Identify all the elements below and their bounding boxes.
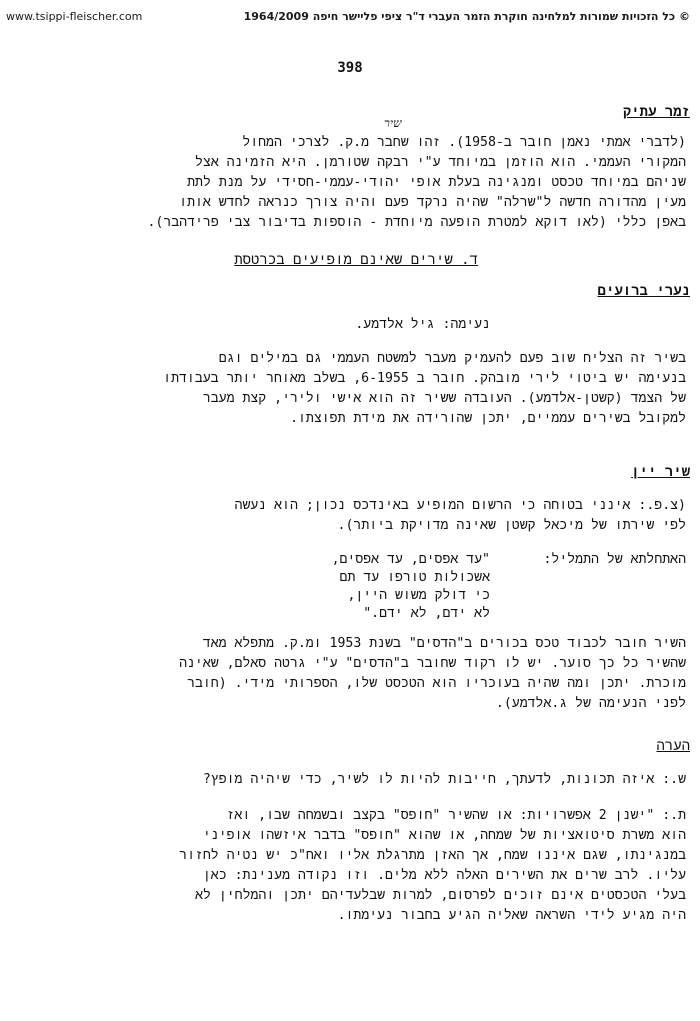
text-line: לפי שירתו של מיכאל קשטן שאינה מדויקת ביותר). xyxy=(337,518,686,533)
text-line: של הצמד (קשטן-אלדמע). העובדה ששיר זה הוא אישי ולירי, קצת מעבר xyxy=(202,391,686,406)
naarei-bruim-body xyxy=(163,349,686,429)
answer-body xyxy=(179,806,686,926)
text-line: (לדברי אמתי נאמן חובר ב-1958). זהו שחבר מ.ק. לצרכי המחול xyxy=(242,135,686,150)
poem-line: לא ידם, לא ידם." xyxy=(363,606,490,621)
text-line: לפני הנעימה של ג.אלדמע). xyxy=(495,696,686,711)
page-number: 398 xyxy=(337,60,363,76)
poem-line: "עד אפסים, עד אפסים, xyxy=(331,552,490,567)
handwritten-note: שיר xyxy=(384,116,402,130)
text-line: שניהם במיוחד טכסט ומנגינה בעלת אופי יהודי-עממי-חסידי על מנת לתת xyxy=(187,175,686,190)
heading-section-d: ד. שירים שאינם מופיעים בכרטסת xyxy=(234,252,478,268)
melody-credit: נעימה: גיל אלדמע. xyxy=(355,317,490,332)
text-line: בעלי הטכסטים אינם זוכים לפרסום, למרות שבלעדיהם יתכן והמלחין לא xyxy=(195,888,686,903)
text-line: (צ.פ.: אינני בטוחה כי הרשום המופיע באינדכס נכון; הוא נעשה xyxy=(234,498,686,513)
text-line: ת.: "ישנן 2 אפשרויות: או שהשיר "חופס" בקצב ובשמחה שבו, ואז xyxy=(226,808,686,823)
text-line: מוכרת. יתכן ומה שהיה בעוכריו הוא הטכסט שלו, הספרותי מידי. (חובר xyxy=(187,676,686,691)
poem-excerpt xyxy=(332,551,490,623)
heading-naarei-bruim: נערי ברועים xyxy=(597,283,690,299)
heading-zemer-atik: זמר עתיק xyxy=(622,104,690,120)
text-line: עליו. לרב שרים את השירים האלה ללא מלים. וזו נקודה מענינת: כאן xyxy=(202,868,686,883)
website-url[interactable]: www.tsippi-fleischer.com xyxy=(6,10,143,23)
poem-line: אשכולות טורפו עד תם xyxy=(339,570,490,585)
text-line: במנגינתו, שגם איננו שמח, אך האזן מתרגלת אליו ואח"כ יש נטיה לחזור xyxy=(179,848,686,863)
text-line: המקורי העממי. הוא הוזמן במיוחד ע"י רבקה שטורמן. היא הזמינה אצל xyxy=(195,155,686,170)
text-line: למקובל בשירים עממיים, יתכן שהורידה את מידת תפוצתו. xyxy=(290,411,686,426)
shir-yayin-note xyxy=(235,496,686,536)
text-line: השיר חובר לכבוד טכס בכורים ב"הדסים" בשנת 1953 ומ.ק. מתפלא מאד xyxy=(202,636,686,651)
text-line: באפן כללי (לאו דוקא למטרת הופעה מיוחדת - הוספות בדיבור צבי פרידהבר). xyxy=(147,215,686,230)
shir-yayin-body xyxy=(179,634,686,714)
heading-heara: הערה xyxy=(656,738,690,754)
text-line: מעין מהדורה חדשה ל"שרלה" שהיה נרקד פעם והיה צורך כנראה לחדש אותו xyxy=(179,195,686,210)
text-line: בנעימה יש ביטוי לירי מובהק. חובר ב 6-1955, בשלב מאוחר יותר בעבודתו xyxy=(163,371,686,386)
text-line: שהשיר כל כך סוער. יש לו רקוד שחובר ב"הדסים" ע"י גרטה סאלם, שאינה xyxy=(179,656,686,671)
text-line: היה מגיע לידי השראה שאליה הגיע בחבור נעימתו. xyxy=(337,908,686,923)
text-line: הוא משרת סיטואציות של שמחה, או שהוא "חופס" בדבר איזשהו אופיני xyxy=(202,828,686,843)
poem-line: כי דולק משוש היין, xyxy=(347,588,490,603)
opening-label: האתחלתא של התמליל: xyxy=(543,552,686,567)
heading-shir-yayin: שיר יין xyxy=(631,464,690,480)
text-line: בשיר זה הצליח שוב פעם להעמיק מעבר למשטח העממי גם במילים וגם xyxy=(218,351,686,366)
zemer-atik-body xyxy=(147,133,686,233)
question-line: ש.: איזה תכונות, לדעתך, חייבות להיות לו לשיר, כדי שיהיה מופץ? xyxy=(202,772,686,787)
copyright-notice: © כל הזכויות שמורות למלחינה חוקרת הזמר העברי ד"ר ציפי פליישר חיפה 1964/2009 xyxy=(243,10,690,23)
